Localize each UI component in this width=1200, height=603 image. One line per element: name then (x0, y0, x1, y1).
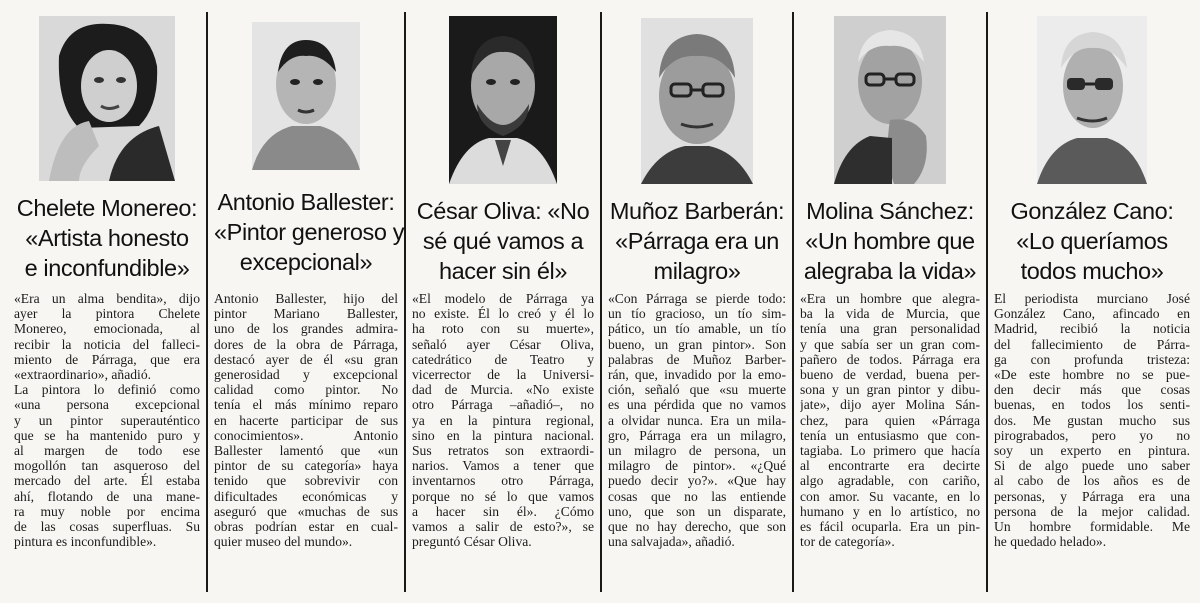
headline-line: «Pintor generoso y (214, 219, 405, 245)
body-line: gro, Párraga era un milagro, (608, 427, 786, 443)
body-line: Madrid, recibió la noticia (994, 321, 1190, 337)
body-line: una salvajada», añadió. (608, 534, 735, 550)
body-line: que no hay derecho, que son (608, 519, 786, 535)
body-line: tagiaba. Lo primero que hacía (800, 443, 980, 459)
body-line: «Con Párraga se pierde todo: (608, 291, 786, 306)
portrait-photo (834, 16, 946, 184)
headline (412, 196, 594, 286)
body-line: puedo decir yo?». «Que hay (608, 473, 786, 489)
column-rule (792, 12, 794, 592)
portrait-woman-hand-on-cheek-icon (39, 16, 175, 181)
body-line: milagro de pintor». «¿Qué (608, 458, 786, 474)
body-line: dos. Me gustan mucho sus (994, 412, 1190, 428)
body-line: catedrático de Teatro y (412, 351, 594, 367)
body-line: y un pintor superauténtico (14, 412, 200, 428)
body-line: ga con profunda tristeza: (994, 351, 1190, 367)
body-line: Ballester lamentó que «un (214, 443, 398, 459)
body-line: de las cosas superfluas. Su (14, 519, 200, 535)
portrait-man-beard-icon (449, 16, 557, 184)
body-line: tenía un entusiasmo que con- (800, 427, 980, 443)
body-line: un tío gracioso, un tío sim- (608, 306, 786, 322)
headline-line: alegraba la vida» (803, 258, 977, 284)
body-line: «Era un alma bendita», dijo (14, 291, 200, 306)
body-line: quier museo del mundo». (214, 534, 353, 550)
column-rule (404, 12, 406, 592)
body-line: ayer la pintora Chelete (14, 306, 200, 322)
body-line: a olvidar nunca. Era un mila- (608, 412, 786, 428)
article-gonzalez-cano (990, 10, 1194, 598)
body-line: «De este hombre no se pue- (994, 367, 1190, 383)
body-line: inventarnos otro Párraga, (412, 473, 594, 489)
body-line: al encontrarte era decirte (800, 458, 980, 474)
article-body (994, 291, 1190, 549)
body-line: buenas, en todos los senti- (994, 397, 1190, 413)
body-line: recibir la noticia del falleci- (14, 336, 200, 352)
body-line: pirograbados, pero yo no (994, 427, 1190, 443)
body-line: Si de algo puede uno saber (994, 458, 1190, 474)
body-line: que se ha mantenido puro y (14, 427, 200, 443)
article-antonio-ballester (210, 10, 405, 598)
body-line: den decir más que cosas (994, 382, 1190, 398)
body-line: «Era un hombre que alegra- (800, 291, 980, 306)
headline-line: Antonio Ballester: (217, 189, 395, 215)
headline (214, 187, 405, 277)
body-line: pañero de todos. Párraga era (800, 351, 980, 367)
headline-line: «Artista honesto (25, 225, 189, 251)
article-body (214, 291, 398, 549)
body-line: algo agradable, con cariño, (800, 473, 980, 489)
body-line: calidad como pintor. No (214, 382, 398, 398)
body-line: tenía el más mínimo reparo (214, 397, 398, 413)
headline-line: César Oliva: «No (416, 198, 590, 224)
article-body (608, 291, 786, 549)
body-line: conocimientos». Antonio (214, 427, 398, 443)
portrait-photo (39, 16, 175, 181)
body-line: destacó ayer de él «su gran (214, 351, 398, 367)
body-line: chez, para quien «Párraga (800, 412, 980, 428)
portrait-elderly-man-glasses-icon (641, 18, 753, 184)
article-munoz-barberan (604, 10, 790, 598)
body-line: con amor. Su vacante, en lo (800, 488, 980, 504)
body-line: soy un experto en pintura. (994, 443, 1190, 459)
portrait-photo (252, 22, 360, 170)
body-line: palabras de Muñoz Barber- (608, 351, 786, 367)
article-body (14, 291, 200, 549)
body-line: al cabo de los años es de (994, 473, 1190, 489)
body-line: tenido que sobrevivir con (214, 473, 398, 489)
portrait-photo (641, 18, 753, 184)
body-line: generosidad y excepcional (214, 367, 398, 383)
body-line: a hacer sin él». ¿Cómo (412, 503, 594, 519)
headline-line: Molina Sánchez: (806, 198, 974, 224)
body-line: rán, que, invadido por la emo- (608, 367, 786, 383)
column-rule (600, 12, 602, 592)
body-line: ha roto con su muerte», (412, 321, 594, 337)
article-molina-sanchez (796, 10, 984, 598)
column-rule (206, 12, 208, 592)
body-line: es fácil ocuparla. Era un pin- (800, 519, 980, 535)
body-line: pintor de su categoría» haya (214, 458, 398, 474)
headline-line: Muñoz Barberán: (609, 198, 785, 224)
body-line: otro Párraga –añadió–, no (412, 397, 594, 413)
headline-line: excepcional» (239, 249, 373, 275)
body-line: bueno, un gran pintor». Son (608, 336, 786, 352)
body-line: «extraordinario», añadió. (14, 367, 152, 383)
body-line: sona y un gran pintor y dibu- (800, 382, 980, 398)
body-line: pintor Mariano Ballester, (214, 306, 398, 322)
body-line: ya en la pintura regional, (412, 412, 594, 428)
body-line: personas, y Párraga era una (994, 488, 1190, 504)
body-line: dad de Murcia. «No existe (412, 382, 594, 398)
body-line: porque no sé lo que vamos (412, 488, 594, 504)
body-line: González Cano, afincado en (994, 306, 1190, 322)
body-line: humano y en lo artístico, no (800, 503, 980, 519)
body-line: Monereo, emocionada, al (14, 321, 200, 337)
headline (994, 196, 1190, 286)
body-line: mercado del arte. Él estaba (14, 473, 200, 489)
headline-line: «Un hombre que (805, 228, 975, 254)
column-rule (986, 12, 988, 592)
headline-line: González Cano: (1010, 198, 1174, 224)
body-line: no existe. Él lo creó y él lo (412, 306, 594, 322)
body-line: tor de categoría». (800, 534, 895, 550)
body-line: pático, un tío amable, un tío (608, 321, 786, 337)
headline (608, 196, 786, 286)
body-line: ción, señaló que «su muerte (608, 382, 786, 398)
body-line: vicerrector de la Universi- (412, 367, 594, 383)
headline-line: e inconfundible» (24, 255, 190, 281)
body-line: Antonio Ballester, hijo del (214, 291, 398, 306)
body-line: persona de la mejor calidad. (994, 503, 1190, 519)
body-line: aseguró que «muchas de sus (214, 503, 398, 519)
headline-line: todos mucho» (1020, 258, 1164, 284)
body-line: tenía una gran personalidad (800, 321, 980, 337)
portrait-elderly-man-hand-on-chin-icon (834, 16, 946, 184)
article-body (412, 291, 594, 549)
body-line: uno de los grandes admira- (214, 321, 398, 337)
body-line: La pintora lo definió como (14, 382, 200, 398)
body-line: obras podrían estar en cual- (214, 519, 398, 535)
headline-line: «Lo queríamos (1016, 228, 1168, 254)
body-line: ba la vida de Murcia, que (800, 306, 980, 322)
headline (14, 193, 200, 283)
headline-line: «Párraga era un (615, 228, 779, 254)
body-line: del fallecimiento de Párra- (994, 336, 1190, 352)
body-line: El periodista murciano José (994, 291, 1190, 306)
body-line: «El modelo de Párraga ya (412, 291, 594, 306)
body-line: vamos a salir de esto?», se (412, 519, 594, 535)
body-line: narios. Vamos a tener que (412, 458, 594, 474)
body-line: dores de la obra de Párraga, (214, 336, 398, 352)
body-line: jate», dijo ayer Molina Sán- (800, 397, 980, 413)
body-line: ahí, flotando de una mane- (14, 488, 200, 504)
portrait-man-short-hair-icon (252, 22, 360, 170)
body-line: uno, que son un disparate, (608, 503, 786, 519)
headline-line: hacer sin él» (438, 258, 568, 284)
body-line: señaló ayer César Oliva, (412, 336, 594, 352)
body-line: al margen de todo ese (14, 443, 200, 459)
portrait-photo (449, 16, 557, 184)
body-line: he quedado helado». (994, 534, 1107, 550)
body-line: miento de Párraga, que era (14, 351, 200, 367)
portrait-man-glasses-profile-icon (1037, 16, 1147, 184)
article-body (800, 291, 980, 549)
body-line: pintura es inconfundible». (14, 534, 157, 550)
body-line: un milagro de persona, un (608, 443, 786, 459)
body-line: cosas que no las entiende (608, 488, 786, 504)
body-line: «una persona excepcional (14, 397, 200, 413)
headline-line: sé qué vamos a (422, 228, 584, 254)
article-cesar-oliva (408, 10, 598, 598)
article-chelete-monereo (10, 10, 204, 598)
body-line: bueno de verdad, buena per- (800, 367, 980, 383)
body-line: es una pérdida que no vamos (608, 397, 786, 413)
body-line: preguntó César Oliva. (412, 534, 532, 550)
portrait-photo (1037, 16, 1147, 184)
headline-line: milagro» (653, 258, 741, 284)
body-line: mogollón tan asqueroso del (14, 458, 200, 474)
body-line: sino en la pintura nacional. (412, 427, 594, 443)
body-line: en hacerte participar de sus (214, 412, 398, 428)
body-line: ra muy noble por encima (14, 503, 200, 519)
body-line: y que sabía ser un gran com- (800, 336, 980, 352)
headline (800, 196, 980, 286)
body-line: Un hombre formidable. Me (994, 519, 1190, 535)
body-line: dificultades económicas y (214, 488, 398, 504)
headline-line: Chelete Monereo: (16, 195, 198, 221)
body-line: Sus retratos son extraordi- (412, 443, 594, 459)
